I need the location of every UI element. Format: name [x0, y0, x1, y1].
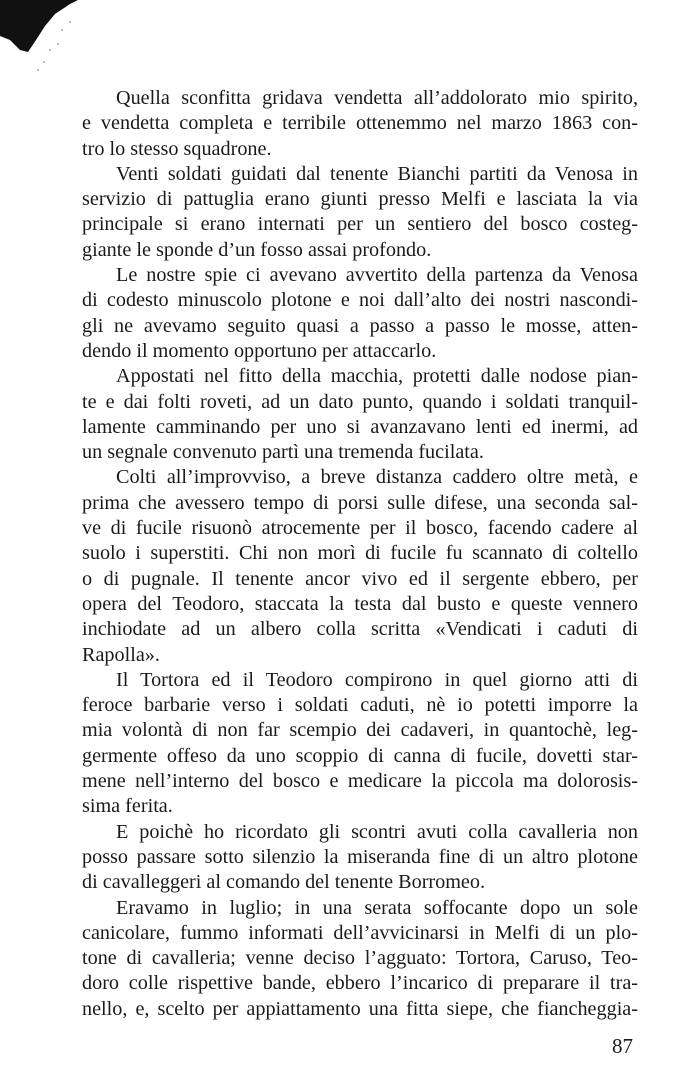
paragraph [82, 162, 638, 263]
text-line: Eravamo in luglio; in una serata soffocante dopo un sole [116, 896, 638, 919]
paragraph [82, 86, 638, 162]
text-line: mia volontà di non far scempio dei cadaveri, in quantochè, leg- [82, 719, 638, 742]
text-line: dendo il momento opportuno per attaccarlo. [82, 339, 437, 362]
text-line: nello, e, scelto per appiattamento una fitta siepe, che fiancheggia- [82, 997, 638, 1020]
text-line: doro colle rispettive bande, ebbero l’incarico di preparare il tra- [82, 972, 638, 995]
text-line: opera del Teodoro, staccata la testa dal busto e queste vennero [82, 592, 638, 615]
paragraph [82, 465, 638, 667]
text-line: Venti soldati guidati dal tenente Bianchi partiti da Venosa in [116, 162, 638, 185]
text-line: tone di cavalleria; venne deciso l’agguato: Tortora, Caruso, Teo- [82, 947, 638, 970]
text-line: Il Tortora ed il Teodoro compirono in quel giorno atti di [116, 668, 638, 691]
scan-corner-shadow [0, 0, 90, 80]
text-line: inchiodate ad un albero colla scritta «Vendicati i caduti di [82, 618, 638, 641]
text-line: prima che avessero tempo di porsi sulle difese, una seconda sal- [82, 491, 638, 514]
text-line: lamente camminando per uno si avanzavano lenti ed inermi, ad [82, 415, 638, 438]
paragraph [82, 668, 638, 820]
body-text [82, 86, 638, 1022]
text-line: Colti all’improvviso, a breve distanza caddero oltre metà, e [116, 466, 638, 489]
text-line: e vendetta completa e terribile ottenemmo nel marzo 1863 con- [82, 112, 638, 135]
text-line: Le nostre spie ci avevano avvertito della partenza da Venosa [116, 264, 638, 287]
text-line: posso passare sotto silenzio la miseranda fine di un altro plotone [82, 845, 638, 868]
paragraph [82, 896, 638, 1022]
text-line: tro lo stesso squadrone. [82, 137, 272, 160]
text-line: Quella sconfitta gridava vendetta all’addolorato mio spirito, [116, 87, 638, 109]
text-line: mene nell’interno del bosco e medicare la piccola ma dolorosis- [82, 770, 638, 793]
text-line: giante le sponde d’un fosso assai profondo. [82, 238, 432, 261]
text-line: o di pugnale. Il tenente ancor vivo ed il sergente ebbero, per [82, 567, 638, 590]
text-line: un segnale convenuto partì una tremenda fucilata. [82, 441, 484, 464]
text-line: te e dai folti roveti, ad un dato punto, quando i soldati tranquil- [82, 390, 638, 413]
text-line: di codesto minuscolo plotone e noi dall’alto dei nostri nascondi- [82, 289, 638, 312]
text-line: di cavalleggeri al comando del tenente Borromeo. [82, 871, 486, 894]
page-number: 87 [612, 1034, 633, 1058]
text-line: Rapolla». [82, 643, 160, 666]
paragraph [82, 820, 638, 896]
text-line: Appostati nel fitto della macchia, protetti dalle nodose pian- [116, 365, 638, 388]
text-line: germente offeso da uno scoppio di canna di fucile, dovetti star- [82, 744, 638, 767]
text-line: E poichè ho ricordato gli scontri avuti colla cavalleria non [116, 820, 638, 843]
text-line: gli ne avevamo seguito quasi a passo a passo le mosse, atten- [82, 314, 638, 337]
text-line: principale si erano internati per un sentiero del bosco costeg- [82, 213, 638, 236]
text-line: suolo i superstiti. Chi non morì di fucile fu scannato di coltello [82, 542, 638, 565]
paragraph [82, 364, 638, 465]
paragraph [82, 263, 638, 364]
text-line: ve di fucile risuonò atrocemente per il bosco, facendo cadere al [82, 517, 638, 540]
text-line: feroce barbarie verso i soldati caduti, nè io potetti imporre la [82, 694, 638, 717]
text-line: servizio di pattuglia erano giunti presso Melfi e lasciata la via [82, 188, 638, 211]
text-line: canicolare, fummo informati dell’avvicinarsi in Melfi di un plo- [82, 921, 638, 944]
text-line: sima ferita. [82, 795, 173, 818]
